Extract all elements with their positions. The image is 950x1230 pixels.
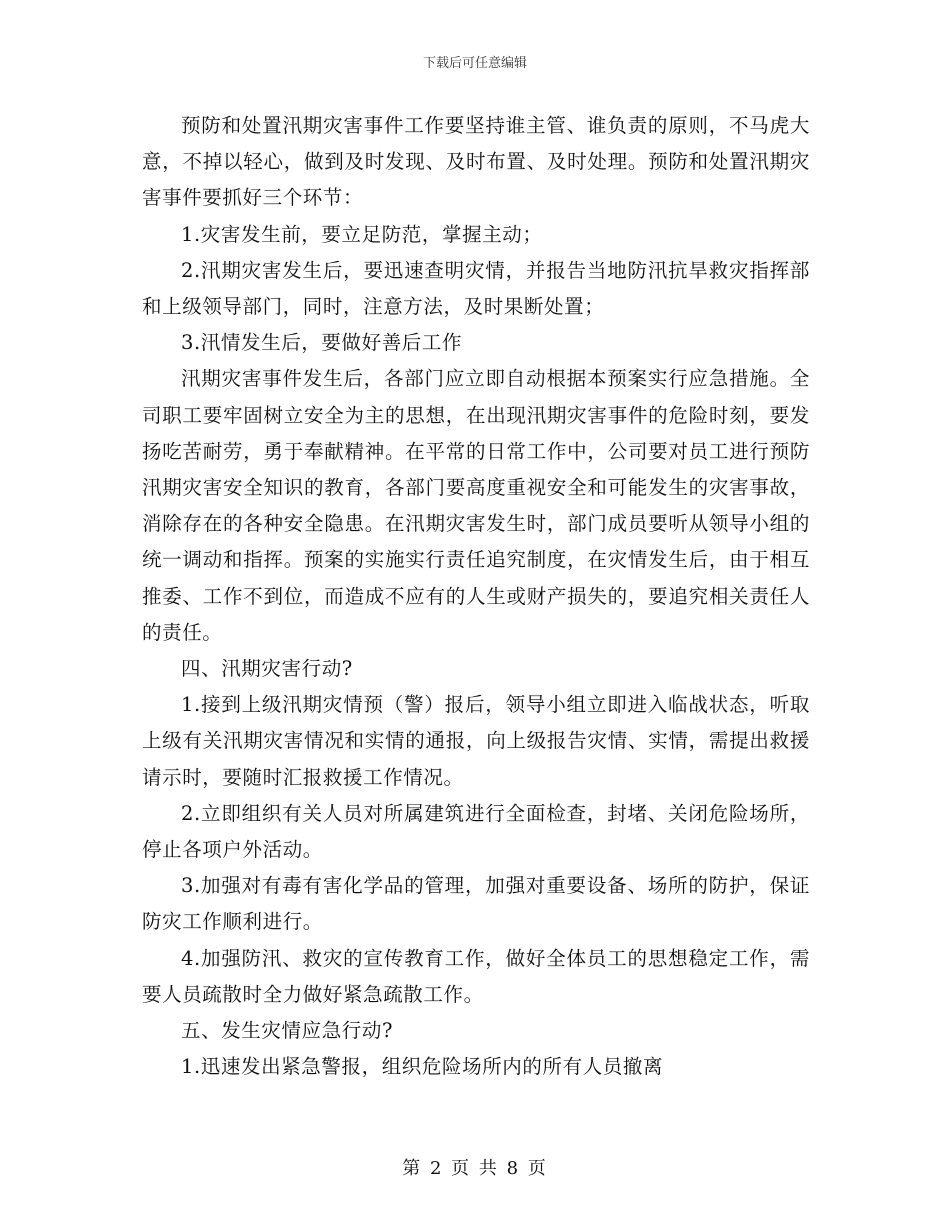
section-heading-flood-action: 四、汛期灾害行动? [181, 657, 353, 681]
paragraph-action-4: 4.加强防汛、救灾的宣传教育工作，做好全体员工的思想稳定工作，需要人员疏散时全力做好紧急疏散工作。 [142, 946, 810, 1006]
page-header: 下载后可任意编辑 [422, 56, 527, 71]
paragraph-principles: 预防和处置汛期灾害事件工作要坚持谁主管、谁负责的原则，不马虎大意，不掉以轻心，做到及时发现、及时布置、及时处理。预防和处置汛期灾害事件要抓好三个环节： [142, 114, 810, 210]
paragraph-action-2: 2.立即组织有关人员对所属建筑进行全面检查，封堵、关闭危险场所，停止各项户外活动。 [142, 801, 810, 862]
page-number-footer: 第 2 页 共 8 页 [402, 1158, 548, 1179]
paragraph-response-measures: 汛期灾害事件发生后，各部门应立即自动根据本预案实行应急措施。全司职工要牢固树立安全为主的思想，在出现汛期灾害事件的危险时刻，要发扬吃苦耐劳，勇于奉献精神。在平常的日常工作中，公司要对员工进行预防汛期灾害安全知识的教育，各部门要高度重视安全和可能发生的灾害事故，消除存在的各种安全隐患。在汛期灾害发生时，部门成员要听从领导小组的统一调动和指挥。预案的实施实行责任追究制度，在灾情发生后，由于相互推委、工作不到位，而造成不应有的人生或财产损失的，要追究相关责任人的责任。 [142, 367, 810, 644]
paragraph-emergency-1: 1.迅速发出紧急警报，组织危险场所内的所有人员撤离 [181, 1055, 664, 1079]
section-heading-emergency-action: 五、发生灾情应急行动? [181, 1019, 394, 1043]
paragraph-action-3: 3.加强对有毒有害化学品的管理，加强对重要设备、场所的防护，保证防灾工作顺利进行。 [142, 874, 810, 934]
paragraph-step-3: 3.汛情发生后，要做好善后工作 [181, 331, 463, 355]
paragraph-step-2: 2.汛期灾害发生后，要迅速查明灾情，并报告当地防汛抗旱救灾指挥部和上级领导部门，同时，注意方法，及时果断处置； [142, 258, 810, 319]
document-body [142, 108, 810, 1085]
paragraph-step-1: 1.灾害发生前，要立足防范，掌握主动； [181, 222, 543, 246]
paragraph-action-1: 1.接到上级汛期灾情预（警）报后，领导小组立即进入临战状态，听取上级有关汛期灾害情况和实情的通报，向上级报告灾情、实情，需提出救援请示时，要随时汇报救援工作情况。 [142, 693, 810, 789]
